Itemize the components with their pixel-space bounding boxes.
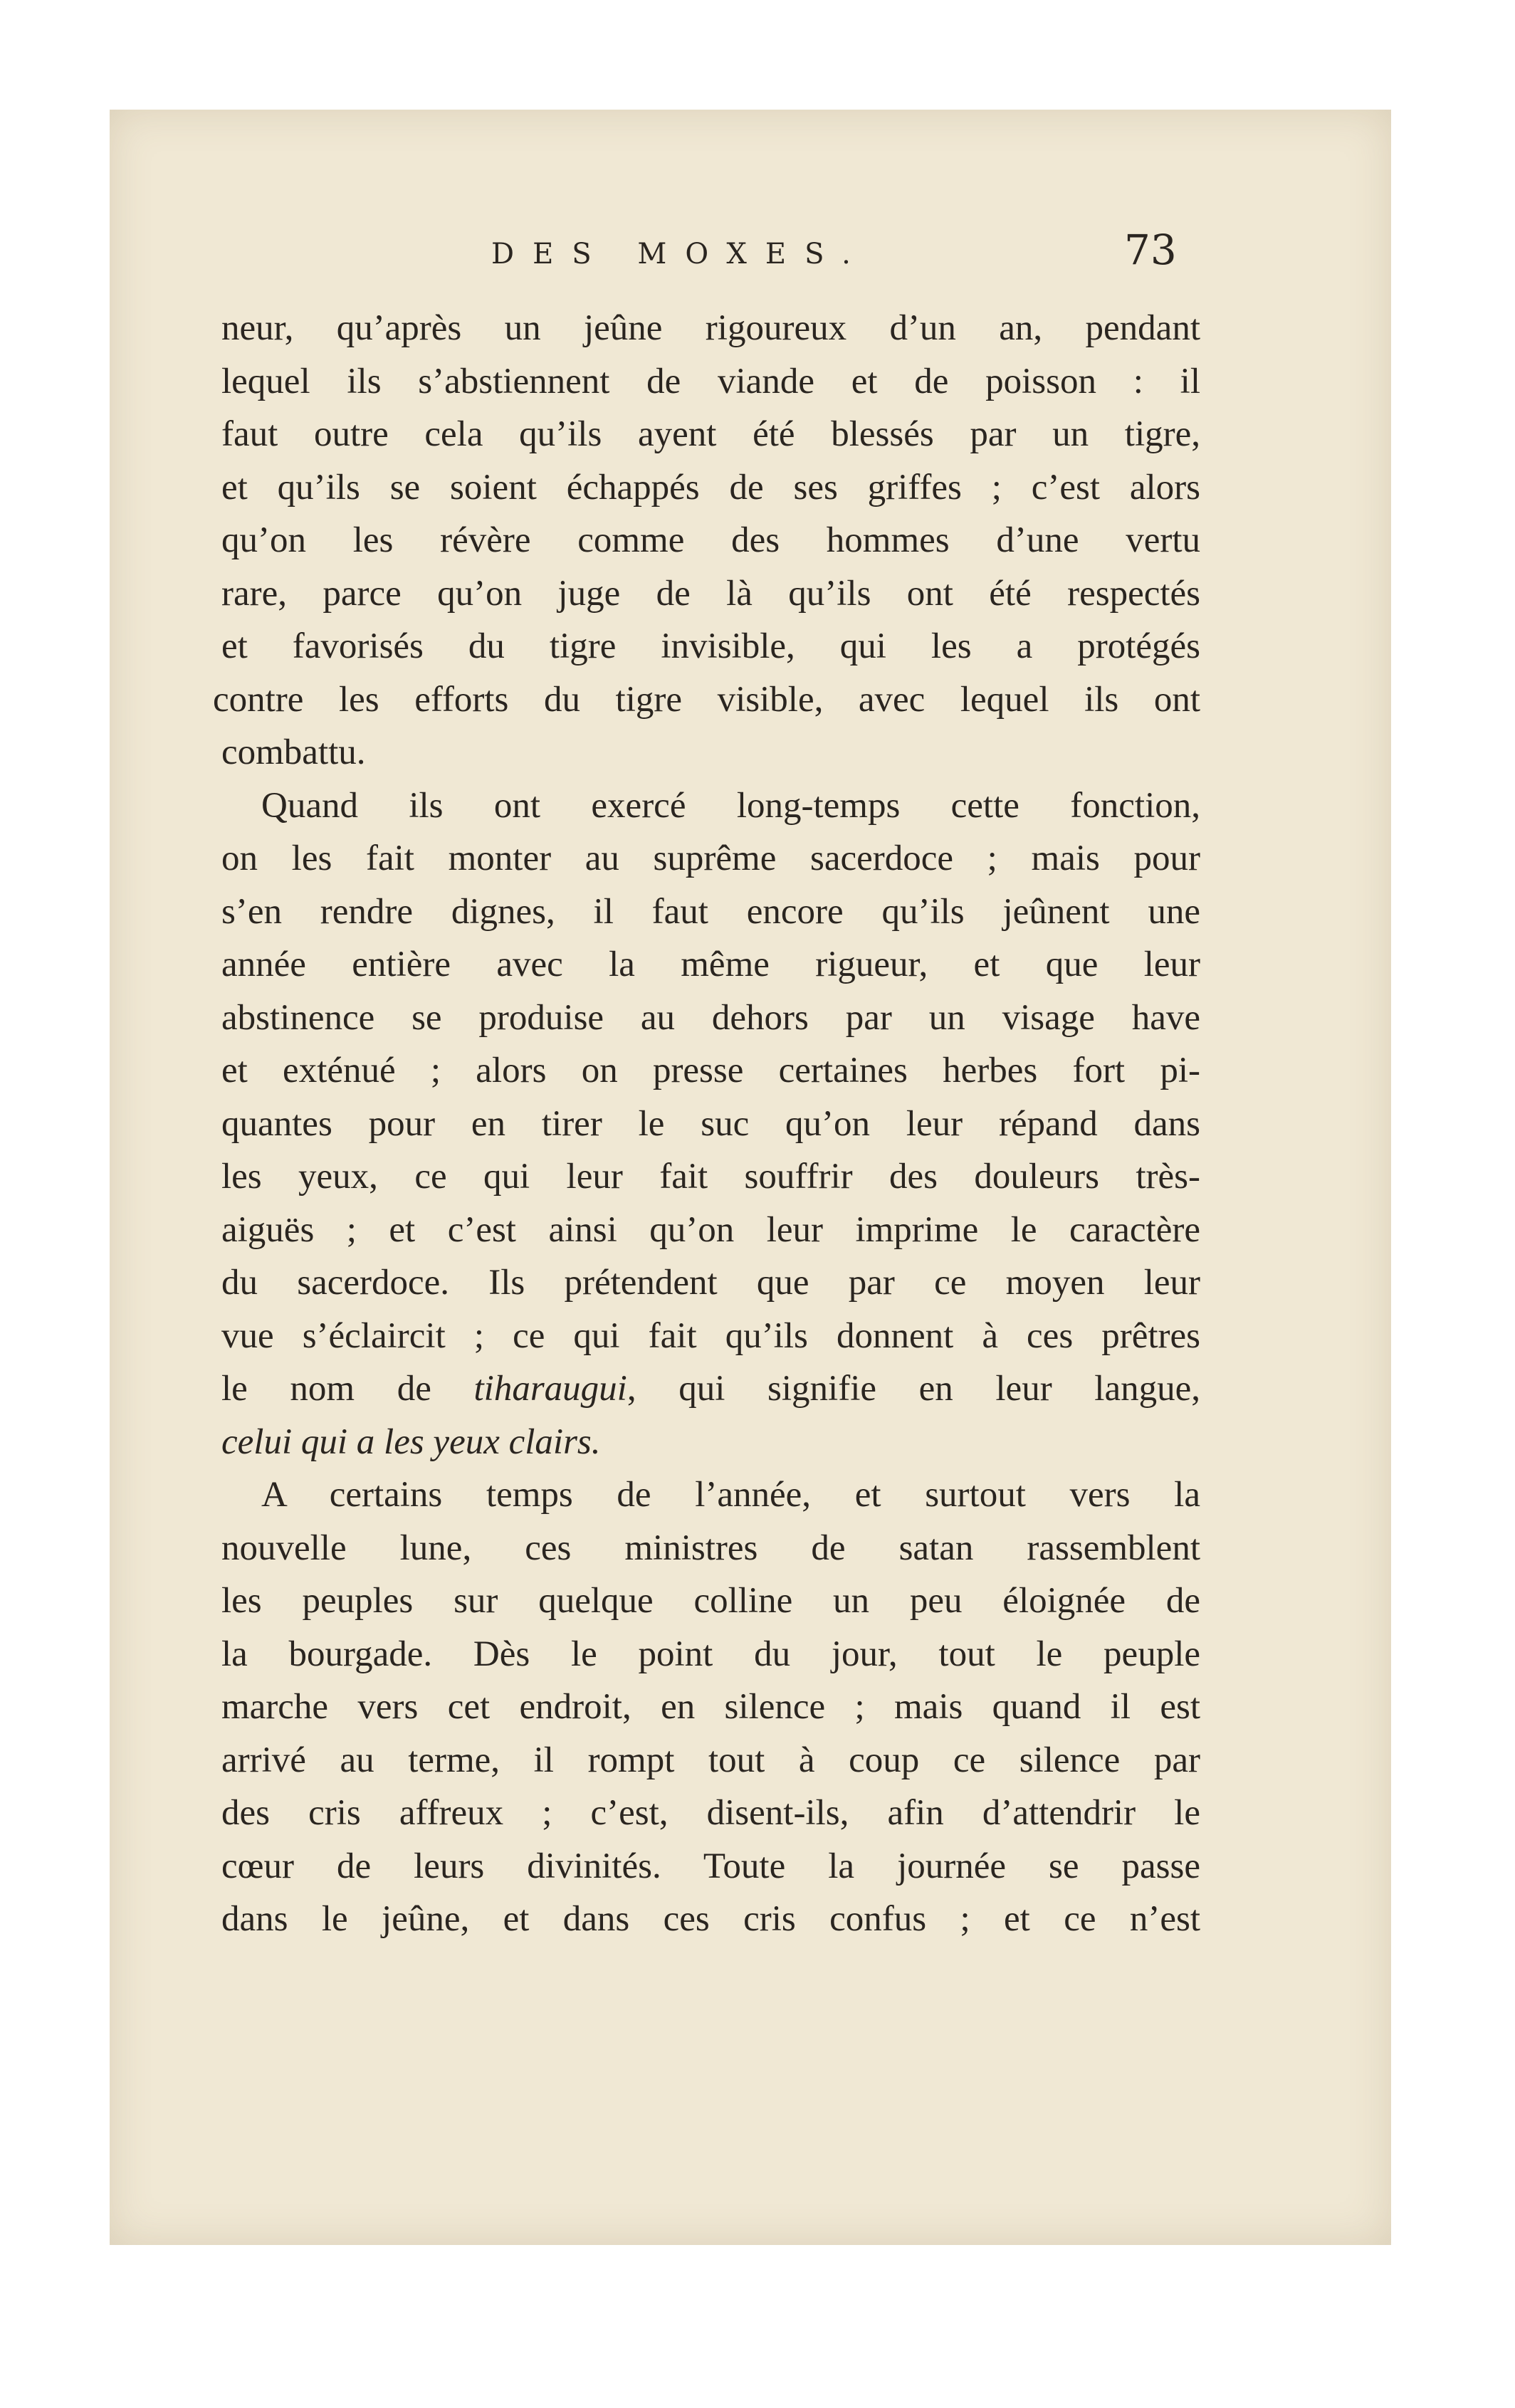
text-line: année entière avec la même rigueur, et que leur <box>221 945 1200 984</box>
text-line: la bourgade. Dès le point du jour, tout le peuple <box>221 1634 1200 1674</box>
text-line: les yeux, ce qui leur fait souffrir des douleurs très- <box>221 1157 1200 1197</box>
running-head: DES MOXES. <box>491 238 869 270</box>
text-line: et favorisés du tigre invisible, qui les a protégés <box>221 626 1200 666</box>
text-line: et exténué ; alors on presse certaines herbes fort pi- <box>221 1051 1200 1090</box>
text-line: nouvelle lune, ces ministres de satan rassemblent <box>221 1528 1200 1568</box>
text-line: qu’on les révère comme des hommes d’une vertu <box>221 520 1200 560</box>
text-line: cœur de leurs divinités. Toute la journée se passe <box>221 1846 1200 1886</box>
page-number: 73 <box>1124 226 1177 274</box>
italic-translation: celui qui a les yeux clairs. <box>221 1421 601 1462</box>
text-line: dans le jeûne, et dans ces cris confus ; et ce n’est <box>221 1899 1200 1939</box>
paragraph-start-line: Quand ils ont exercé long-temps cette fonction, <box>261 785 1200 826</box>
text-line: lequel ils s’abstiennent de viande et de poisson : il <box>221 361 1200 401</box>
text-line: s’en rendre dignes, il faut encore qu’ils jeûnent une <box>221 891 1200 932</box>
text-line: rare, parce qu’on juge de là qu’ils ont été respectés <box>221 573 1200 614</box>
text-line: et qu’ils se soient échappés de ses griffes ; c’est alors <box>221 467 1200 508</box>
italic-translation-line <box>221 1416 1200 1469</box>
text-line: arrivé au terme, il rompt tout à coup ce silence par <box>221 1740 1200 1780</box>
text-line: neur, qu’après un jeûne rigoureux d’un an, pendant <box>221 308 1200 348</box>
text-line: combattu. <box>221 732 366 772</box>
text-line: abstinence se produise au dehors par un visage have <box>221 997 1200 1038</box>
paragraph-start-line: A certains temps de l’année, et surtout vers la <box>261 1475 1200 1515</box>
text-segment: le nom de <box>221 1369 474 1409</box>
text-segment: , qui signifie en leur langue, <box>627 1369 1200 1409</box>
text-line: contre les efforts du tigre visible, avec lequel ils ont <box>213 679 1200 720</box>
text-line: on les fait monter au suprême sacerdoce ; mais pour <box>221 838 1200 878</box>
page-header <box>110 226 1391 279</box>
text-line: marche vers cet endroit, en silence ; mais quand il est <box>221 1687 1200 1727</box>
text-line: faut outre cela qu’ils ayent été blessés par un tigre, <box>221 414 1200 454</box>
book-page <box>110 110 1391 2245</box>
text-line-with-italic-term <box>221 1362 1200 1416</box>
body-text <box>213 302 1200 1946</box>
text-line: quantes pour en tirer le suc qu’on leur répand dans <box>221 1103 1200 1144</box>
text-line: des cris affreux ; c’est, disent-ils, afin d’attendrir le <box>221 1793 1200 1833</box>
text-line: vue s’éclaircit ; ce qui fait qu’ils donnent à ces prêtres <box>221 1315 1200 1356</box>
text-line: les peuples sur quelque colline un peu éloignée de <box>221 1581 1200 1621</box>
italic-term: tiharaugui <box>473 1369 627 1409</box>
text-line: du sacerdoce. Ils prétendent que par ce moyen leur <box>221 1263 1200 1303</box>
text-line: aiguës ; et c’est ainsi qu’on leur imprime le caractère <box>221 1209 1200 1250</box>
